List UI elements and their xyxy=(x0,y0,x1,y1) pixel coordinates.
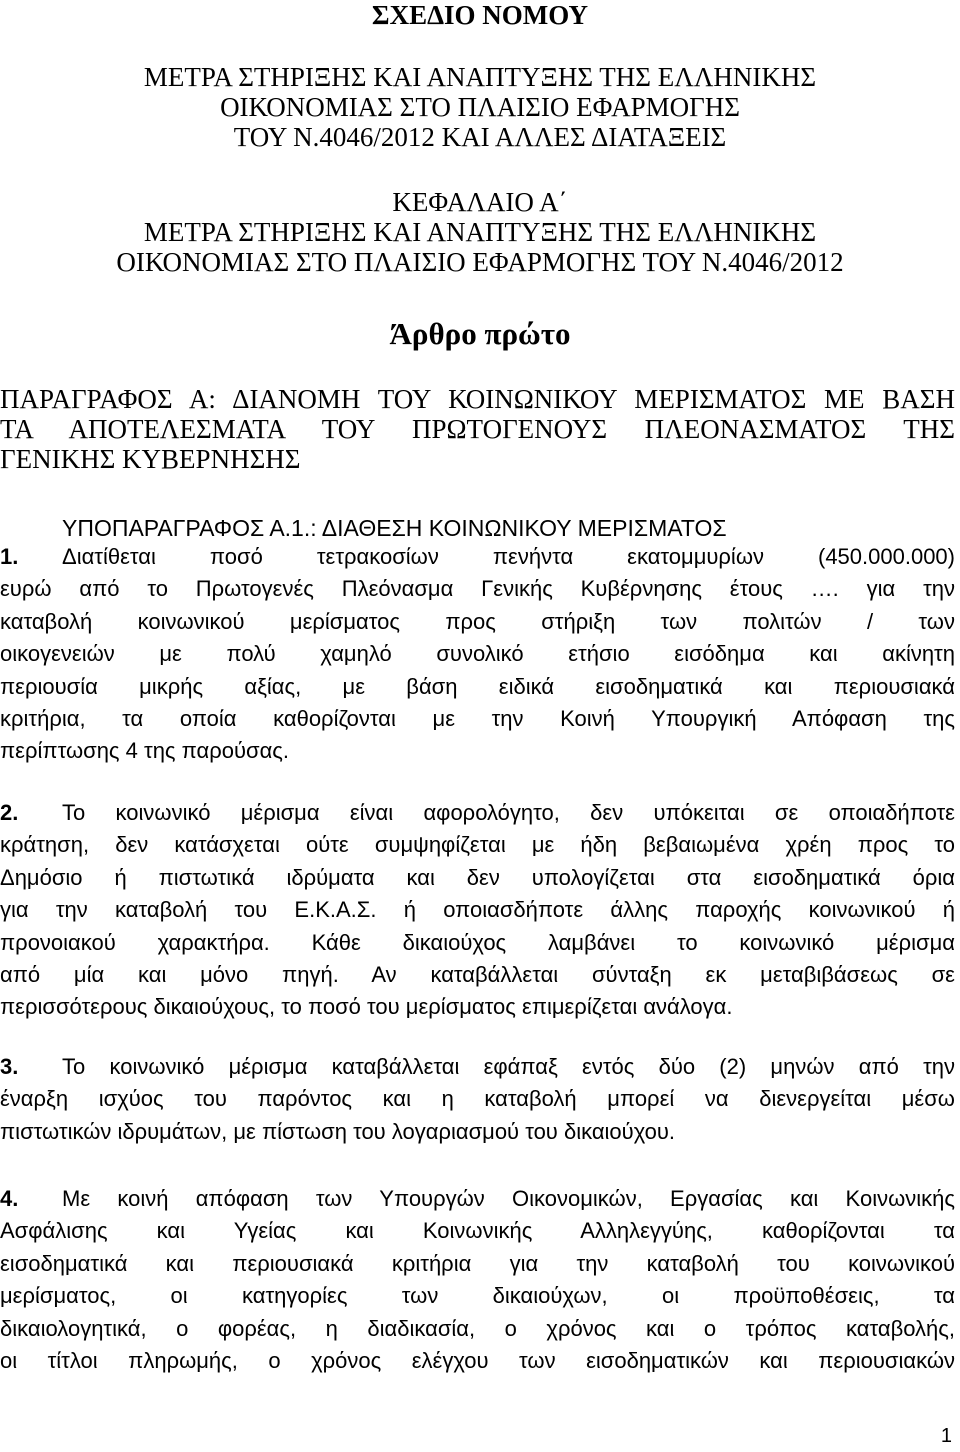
item-line: εισοδηματικά και περιουσιακά κριτήρια για την καταβολή του κοινωνικού xyxy=(0,1250,955,1276)
paragraph-heading-line: ΠΑΡΑΓΡΑΦΟΣ Α: ΔΙΑΝΟΜΗ ΤΟΥ ΚΟΙΝΩΝΙΚΟΥ ΜΕΡΙΣΜΑΤΟΣ ΜΕ ΒΑΣΗ xyxy=(0,384,955,414)
item-line: πιστωτικών ιδρυμάτων, με πίστωση του λογαριασμού του δικαιούχου. xyxy=(0,1118,676,1144)
item-number: 4. xyxy=(0,1186,19,1211)
chapter-label: ΚΕΦΑΛΑΙΟ Α΄ xyxy=(392,187,568,217)
item-line: ευρώ από το Πρωτογενές Πλεόνασμα Γενικής Κυβέρνησης έτους …. για την xyxy=(0,576,955,602)
list-item xyxy=(0,1183,955,1377)
item-number: 1. xyxy=(0,544,19,569)
item-line: περισσότερους δικαιούχους, το ποσό του μερίσματος επιμερίζεται ανάλογα. xyxy=(0,994,733,1020)
item-line: καταβολή κοινωνικού μερίσματος προς στήριξη των πολιτών / των xyxy=(0,608,955,634)
item-text xyxy=(0,1051,955,1148)
paragraph-heading xyxy=(0,384,955,474)
law-title-line: ΜΕΤΡΑ ΣΤΗΡΙΞΗΣ ΚΑΙ ΑΝΑΠΤΥΞΗΣ ΤΗΣ ΕΛΛΗΝΙΚΗΣ xyxy=(143,62,817,92)
item-line: οι τίτλοι πληρωμής, ο χρόνος ελέγχου των εισοδηματικών και περιουσιακών xyxy=(0,1348,955,1374)
item-line: Το κοινωνικό μέρισμα είναι αφορολόγητο, δεν υπόκειται σε οποιαδήποτε xyxy=(62,800,955,825)
law-title-line: ΤΟΥ Ν.4046/2012 ΚΑΙ ΑΛΛΕΣ ΔΙΑΤΑΞΕΙΣ xyxy=(233,122,727,152)
document-title: ΣΧΕΔΙΟ ΝΟΜΟΥ xyxy=(371,0,589,30)
item-line: μερίσματος, οι κατηγορίες των δικαιούχων, οι προϋποθέσεις, τα xyxy=(0,1283,955,1309)
article-title: Άρθρο πρώτο xyxy=(389,316,571,351)
chapter-title-line: ΜΕΤΡΑ ΣΤΗΡΙΞΗΣ ΚΑΙ ΑΝΑΠΤΥΞΗΣ ΤΗΣ ΕΛΛΗΝΙΚΗΣ xyxy=(143,217,817,247)
item-line: Ασφάλισης και Υγείας και Κοινωνικής Αλληλεγγύης, καθορίζονται τα xyxy=(0,1218,955,1244)
law-title xyxy=(60,62,900,152)
item-line: από μία και μόνο πηγή. Αν καταβάλλεται σύνταξη εκ μεταβιβάσεως σε xyxy=(0,962,955,988)
item-text xyxy=(0,1183,955,1377)
list-item xyxy=(0,1051,955,1148)
item-line: Με κοινή απόφαση των Υπουργών Οικονομικών, Εργασίας και Κοινωνικής xyxy=(62,1186,955,1211)
item-line: Δημόσιο ή πιστωτικά ιδρύματα και δεν υπολογίζεται στα εισοδηματικά όρια xyxy=(0,864,955,890)
item-text xyxy=(0,541,955,768)
item-line: κριτήρια, τα οποία καθορίζονται με την Κοινή Υπουργική Απόφαση της xyxy=(0,706,955,732)
item-number: 3. xyxy=(0,1054,19,1079)
item-line: οικογενειών με πολύ χαμηλό συνολικό ετήσιο εισόδημα και ακίνητη xyxy=(0,641,955,667)
chapter-heading xyxy=(60,187,900,277)
list-item xyxy=(0,541,955,768)
list-item xyxy=(0,797,955,1024)
item-line: για την καταβολή του Ε.Κ.Α.Σ. ή οποιασδήποτε άλλης παροχής κοινωνικού ή xyxy=(0,897,955,923)
item-line: περίπτωσης 4 της παρούσας. xyxy=(0,738,290,764)
item-line: Διατίθεται ποσό τετρακοσίων πενήντα εκατομμυρίων (450.000.000) xyxy=(62,544,955,569)
item-line: Το κοινωνικό μέρισμα καταβάλλεται εφάπαξ εντός δύο (2) μηνών από την xyxy=(62,1054,955,1079)
item-line: έναρξη ισχύος του παρόντος και η καταβολή μπορεί να διενεργείται μέσω xyxy=(0,1086,955,1112)
page-number: 1 xyxy=(940,1425,952,1447)
paragraph-heading-line: ΓΕΝΙΚΗΣ ΚΥΒΕΡΝΗΣΗΣ xyxy=(0,444,301,474)
item-line: δικαιολογητικά, ο φορέας, η διαδικασία, ο χρόνος και ο τρόπος καταβολής, xyxy=(0,1315,955,1341)
law-title-line: ΟΙΚΟΝΟΜΙΑΣ ΣΤΟ ΠΛΑΙΣΙΟ ΕΦΑΡΜΟΓΗΣ xyxy=(220,92,740,122)
item-number: 2. xyxy=(0,800,19,825)
item-line: κράτηση, δεν κατάσχεται ούτε συμψηφίζεται με ήδη βεβαιωμένα χρέη προς το xyxy=(0,832,955,858)
subparagraph-heading: ΥΠΟΠΑΡΑΓΡΑΦΟΣ Α.1.: ΔΙΑΘΕΣΗ ΚΟΙΝΩΝΙΚΟΥ ΜΕΡΙΣΜΑΤΟΣ xyxy=(62,515,727,541)
item-line: περιουσία μικρής αξίας, με βάση ειδικά εισοδηματικά και περιουσιακά xyxy=(0,673,955,699)
paragraph-heading-line: ΤΑ ΑΠΟΤΕΛΕΣΜΑΤΑ ΤΟΥ ΠΡΩΤΟΓΕΝΟΥΣ ΠΛΕΟΝΑΣΜΑΤΟΣ ΤΗΣ xyxy=(0,414,955,444)
item-line: προνοιακού χαρακτήρα. Κάθε δικαιούχος λαμβάνει το κοινωνικό μέρισμα xyxy=(0,929,955,955)
chapter-title-line: ΟΙΚΟΝΟΜΙΑΣ ΣΤΟ ΠΛΑΙΣΙΟ ΕΦΑΡΜΟΓΗΣ ΤΟΥ Ν.4046/2012 xyxy=(116,247,844,277)
item-text xyxy=(0,797,955,1024)
